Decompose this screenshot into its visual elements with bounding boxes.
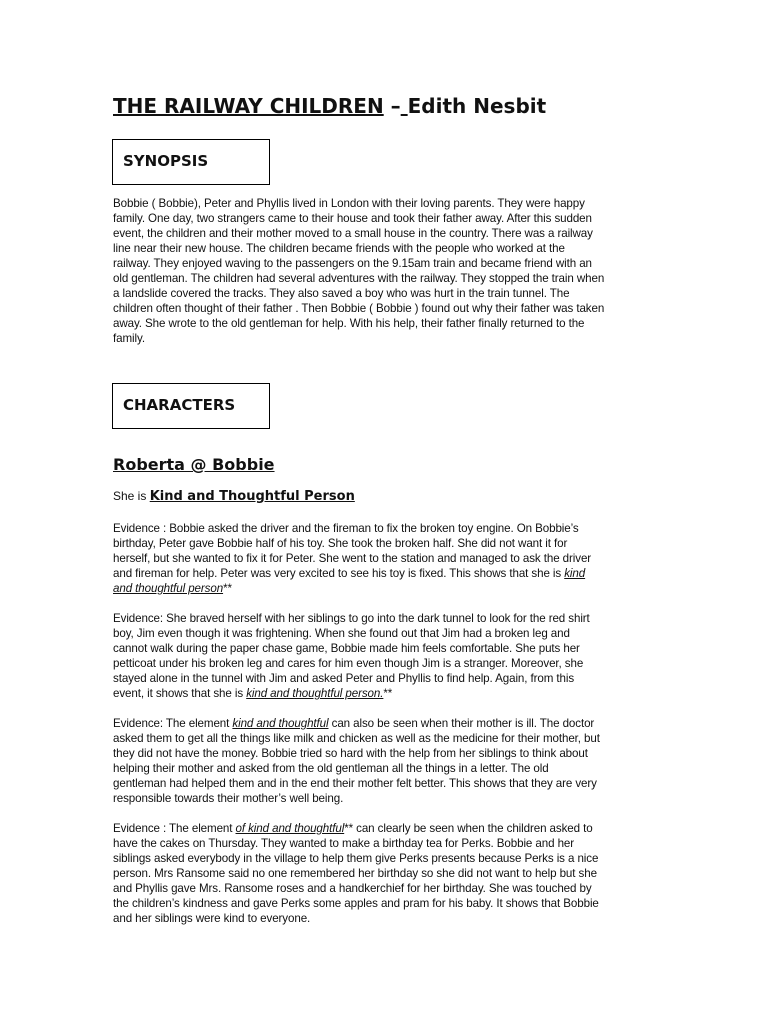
synopsis-line: family. One day, two strangers came to their house and took their father away. After this sudden [113,212,592,225]
evidence-line: responsible towards their mother’s well being. [113,792,344,805]
synopsis-line: children often thought of their father . Then Bobbie ( Bobbie ) found out why their father was taken [113,302,605,315]
evidence-line: and Phyllis gave Mrs. Ransome roses and a handkerchief for her birthday. She was touched by [113,882,592,895]
synopsis-line: away. She wrote to the old gentleman for help. With his help, their father finally returned to the [113,317,585,330]
synopsis-line: a landslide covered the tracks. They also saved a boy who was hurt in the train tunnel. The [113,287,570,300]
evidence-line: and her siblings were kind to everyone. [113,912,311,925]
evidence-text: event, it shows that she is [113,687,247,700]
emphasis-text: kind and thoughtful person. [246,687,384,700]
synopsis-heading: SYNOPSIS [123,152,209,170]
evidence-text: ** [223,582,232,595]
evidence-line [113,686,661,701]
synopsis-line: family. [113,332,145,345]
evidence-line: helping their mother and asked from the old gentleman all the things in a letter. The old [113,762,549,775]
evidence-text: ** [383,687,393,700]
evidence-text: ** can clearly be seen when the children asked to [344,822,593,835]
evidence-line: the children’s kindness and gave Perks some apples and pram for his baby. It shows that Bobbie [113,897,599,910]
evidence-text: Evidence: The element [113,717,233,730]
characters-heading: CHARACTERS [123,396,236,414]
evidence-line: birthday, Peter gave Bobbie half of his toy. She took the broken half. She did not want it for [113,537,568,550]
evidence-line: herself, but she wanted to fix it for Peter. She went to the station and managed to ask the driver [113,552,592,565]
evidence-line [113,716,661,731]
synopsis-line: line near their new house. The children became friends with the people who worked at the [113,242,565,255]
evidence-text: Evidence : The element [113,822,236,835]
evidence-paragraph-1 [113,521,661,596]
evidence-line: petticoat under his broken leg and cares for him even though Jim is a stranger. Moreover, she [113,657,584,670]
evidence-line: gentleman had helped them and in the end their mother felt better. This shows that they are very [113,777,597,790]
evidence-line: Evidence : Bobbie asked the driver and the fireman to fix the broken toy engine. On Bobbie’s [113,522,579,535]
synopsis-line: Bobbie ( Bobbie), Peter and Phyllis lived in London with their loving parents. They were happy [113,197,585,210]
evidence-paragraph-4 [113,821,661,926]
evidence-line: boy, Jim even though it was frightening. When she found out that Jim had a broken leg and [113,627,570,640]
trait-label: Kind and Thoughtful Person [149,489,355,504]
title-space [401,94,408,118]
character-name-heading: Roberta @ Bobbie [113,455,275,474]
evidence-line: they did not have the money. Bobbie tried so hard with the help from her siblings to think about [113,747,588,760]
emphasis-text: kind and thoughtful [232,717,329,730]
evidence-line: siblings asked everybody in the village to help them give Perks presents because Perks is a nice [113,852,599,865]
title-dash: – [383,94,401,118]
synopsis-line: event, the children and their mother moved to a small house in the country. There was a railway [113,227,593,240]
emphasis-text: and thoughtful person [113,582,224,595]
evidence-line: have the cakes on Thursday. They wanted to make a birthday tea for Perks. Bobbie and her [113,837,575,850]
evidence-line: Evidence: She braved herself with her siblings to go into the dark tunnel to look for the red shirt [113,612,590,625]
synopsis-line: old gentleman. The children had several adventures with the railway. They stopped the train when [113,272,605,285]
evidence-line: stayed alone in the tunnel with Jim and asked Peter and Phyllis to find help. Again, from this [113,672,575,685]
trait-prefix: She is [113,489,150,503]
synopsis-box [112,139,270,185]
evidence-text: can also be seen when their mother is ill. The doctor [328,717,595,730]
synopsis-paragraph [113,196,661,346]
characters-box [112,383,270,429]
evidence-text: and fireman for help. Peter was very excited to see his toy is fixed. This shows that she is [113,567,565,580]
evidence-line: cannot walk during the paper chase game, Bobbie made him feels comfortable. She puts her [113,642,580,655]
evidence-line [113,566,661,581]
emphasis-text: kind [564,567,586,580]
document-title [113,94,546,118]
emphasis-text: of kind and thoughtful [235,822,345,835]
evidence-line: asked them to get all the things like milk and chicken as well as the medicine for their mother, but [113,732,600,745]
author-name: Edith Nesbit [407,94,547,118]
evidence-paragraph-2 [113,611,661,701]
synopsis-line: railway. They enjoyed waving to the passengers on the 9.15am train and became friend with an [113,257,592,270]
trait-line [113,489,355,504]
book-title: THE RAILWAY CHILDREN [113,94,384,118]
evidence-line: person. Mrs Ransome said no one remembered her birthday so she did not want to help but she [113,867,597,880]
evidence-line [113,821,661,836]
evidence-paragraph-3 [113,716,661,806]
evidence-line [113,581,661,596]
